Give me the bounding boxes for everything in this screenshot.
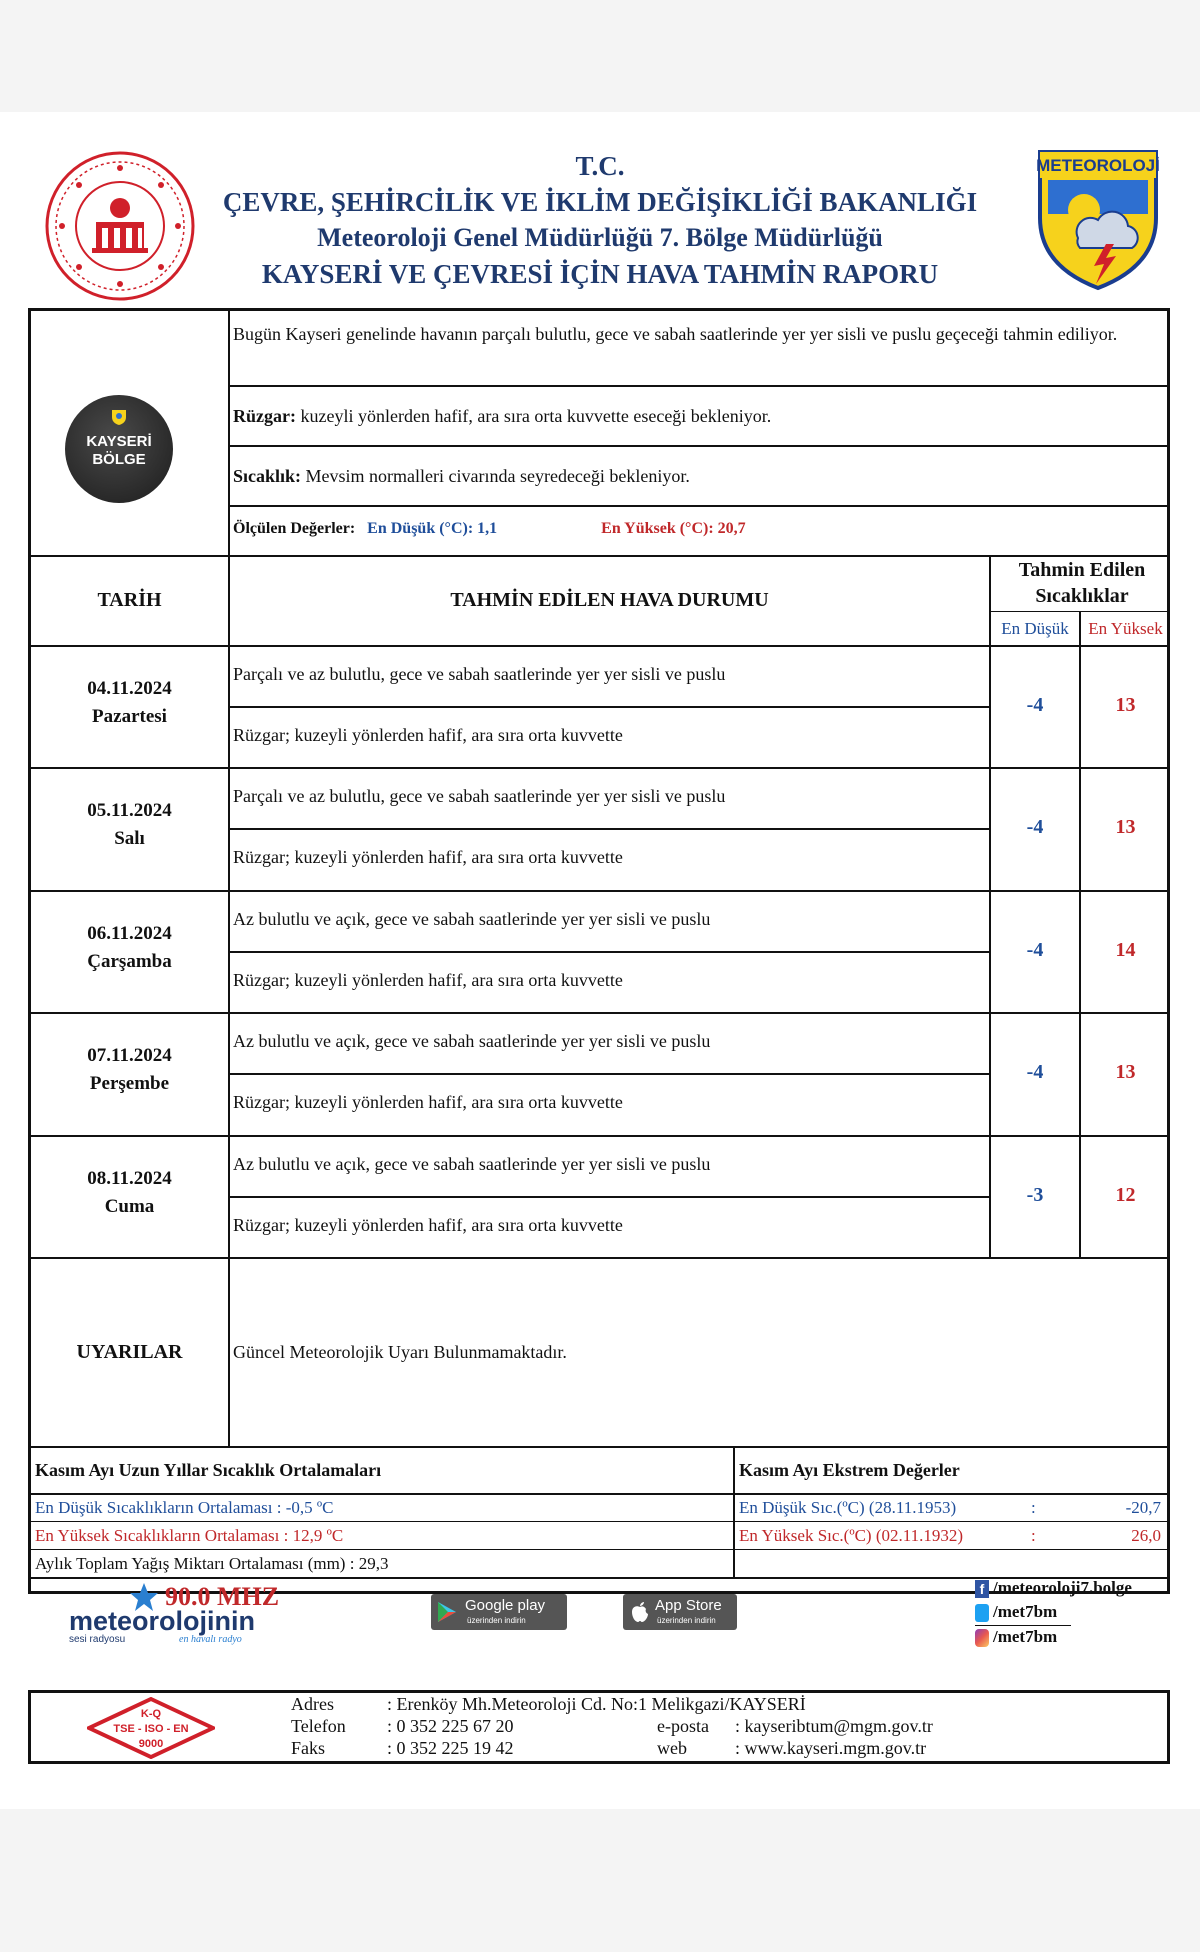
day-wind: Rüzgar; kuzeyli yönlerden hafif, ara sıra orta kuvvette	[233, 847, 623, 867]
web-value[interactable]: : www.kayseri.mgm.gov.tr	[735, 1738, 927, 1758]
day-min-temp: -4	[1026, 694, 1044, 716]
normals-rain: Aylık Toplam Yağış Miktarı Ortalaması (mm) : 29,3	[35, 1554, 389, 1573]
address-label: Adres	[291, 1694, 334, 1714]
row-mid-separator	[228, 951, 989, 953]
promo-strip	[31, 1576, 1167, 1649]
instagram-icon	[975, 1629, 989, 1647]
day-weather: Az bulutlu ve açık, gece ve sabah saatlerinde yer yer sisli ve puslu	[233, 1154, 711, 1174]
email-value[interactable]: : kayseribtum@mgm.gov.tr	[735, 1716, 933, 1736]
day-wind: Rüzgar; kuzeyli yönlerden hafif, ara sıra orta kuvvette	[233, 970, 623, 990]
day-name: Salı	[114, 828, 145, 849]
day-name: Perşembe	[89, 1073, 170, 1094]
day-weather: Az bulutlu ve açık, gece ve sabah saatlerinde yer yer sisli ve puslu	[233, 909, 711, 929]
instagram-handle: /met7bm	[993, 1627, 1058, 1646]
radio-frequency: 90.0 MHZ	[165, 1582, 280, 1611]
address-value: : Erenköy Mh.Meteoroloji Cd. No:1 Melikgazi/KAYSERİ	[387, 1694, 806, 1714]
row-mid-separator	[228, 1196, 989, 1198]
normals-title: Kasım Ayı Uzun Yıllar Sıcaklık Ortalamaları	[35, 1460, 382, 1480]
day-name: Çarşamba	[87, 951, 172, 972]
web-label: web	[657, 1738, 687, 1758]
tse-certificate-icon	[87, 1697, 215, 1759]
contact-footer	[28, 1690, 1170, 1764]
kayseri-logo-line2: BÖLGE	[92, 451, 146, 468]
facebook-handle: /meteoroloji7.bolge	[993, 1578, 1132, 1597]
day-weather: Parçalı ve az bulutlu, gece ve sabah saatlerinde yer yer sisli ve puslu	[233, 664, 726, 684]
kayseri-logo-line1: KAYSERİ	[86, 433, 152, 450]
col-header-date: TARİH	[97, 589, 162, 611]
day-date: 06.11.2024	[87, 923, 172, 944]
radio-name: meteorolojinin	[69, 1606, 256, 1636]
cert-line3: 9000	[138, 1738, 164, 1750]
radio-tag: en havalı radyo	[179, 1634, 242, 1645]
apple-icon	[631, 1601, 649, 1623]
col-header-min: En Düşük	[1001, 619, 1069, 638]
col-header-forecast: TAHMİN EDİLEN HAVA DURUMU	[450, 589, 769, 611]
day-date: 07.11.2024	[87, 1045, 172, 1066]
col-header-max: En Yüksek	[1088, 619, 1163, 638]
extremes-title: Kasım Ayı Ekstrem Değerler	[739, 1460, 960, 1480]
radio-logo[interactable]	[69, 1582, 319, 1646]
normals-min-text: En Düşük Sıcaklıkların Ortalaması : -0,5 ºC	[35, 1498, 334, 1517]
google-play-badge[interactable]	[431, 1594, 567, 1630]
summary-wind	[233, 403, 1163, 429]
warnings-label: UYARILAR	[76, 1341, 183, 1363]
summary-wind-text: kuzeyli yönlerden hafif, ara sıra orta kuvvette eseceği bekleniyor.	[295, 406, 772, 426]
summary-temp	[233, 463, 1163, 489]
row-separator	[31, 890, 1170, 892]
google-play-label: Google play	[465, 1597, 546, 1614]
report-header	[0, 112, 1200, 292]
measured-max: En Yüksek (°C): 20,7	[601, 520, 746, 537]
forecast-table	[28, 308, 1170, 1594]
extreme-max-value: 26,0	[1131, 1526, 1161, 1545]
day-name: Pazartesi	[92, 706, 167, 727]
day-min-temp: -4	[1026, 939, 1044, 961]
twitter-icon	[975, 1604, 989, 1622]
extreme-min-sep: :	[1031, 1498, 1036, 1517]
google-play-sublabel: üzerinden indirin	[467, 1616, 526, 1625]
day-name: Cuma	[104, 1196, 155, 1217]
fax-value: : 0 352 225 19 42	[387, 1738, 514, 1758]
row-mid-separator	[228, 828, 989, 830]
normals-max-text: En Yüksek Sıcaklıkların Ortalaması : 12,9 ºC	[35, 1526, 344, 1545]
app-store-badge[interactable]	[623, 1594, 737, 1630]
normals-max	[35, 1523, 725, 1549]
fax-label: Faks	[291, 1738, 326, 1758]
day-min-temp: -4	[1026, 1061, 1044, 1083]
email-label: e-posta	[657, 1716, 709, 1736]
measured-label: Ölçülen Değerler:	[233, 520, 356, 537]
row-separator	[31, 767, 1170, 769]
phone-value: : 0 352 225 67 20	[387, 1716, 514, 1736]
row-mid-separator	[228, 1073, 989, 1075]
day-max-temp: 13	[1115, 816, 1136, 838]
normals-min	[35, 1495, 725, 1521]
warnings-text: Güncel Meteorolojik Uyarı Bulunmamaktadır.	[233, 1342, 567, 1362]
row-separator	[31, 1012, 1170, 1014]
day-max-temp: 14	[1115, 939, 1136, 961]
day-weather: Parçalı ve az bulutlu, gece ve sabah saatlerinde yer yer sisli ve puslu	[233, 786, 726, 806]
app-store-sublabel: üzerinden indirin	[657, 1616, 716, 1625]
day-wind: Rüzgar; kuzeyli yönlerden hafif, ara sıra orta kuvvette	[233, 1092, 623, 1112]
cert-line2: TSE - ISO - EN	[113, 1723, 189, 1735]
social-links	[975, 1576, 1165, 1648]
facebook-icon: f	[975, 1580, 989, 1598]
day-max-temp: 13	[1115, 1061, 1136, 1083]
header-directorate: Meteoroloji Genel Müdürlüğü 7. Bölge Müdürlüğü	[317, 223, 883, 252]
extreme-max-sep: :	[1031, 1526, 1036, 1545]
row-separator	[31, 1135, 1170, 1137]
measured-min: En Düşük (°C): 1,1	[367, 520, 498, 537]
day-wind: Rüzgar; kuzeyli yönlerden hafif, ara sıra orta kuvvette	[233, 1215, 623, 1235]
col-header-temps: Tahmin Edilen Sıcaklıklar	[1018, 559, 1146, 607]
summary-wind-label: Rüzgar:	[233, 406, 296, 426]
google-play-icon	[437, 1601, 457, 1623]
day-date: 04.11.2024	[87, 678, 172, 699]
day-weather: Az bulutlu ve açık, gece ve sabah saatlerinde yer yer sisli ve puslu	[233, 1031, 711, 1051]
cert-line1: K-Q	[140, 1708, 162, 1720]
day-max-temp: 12	[1115, 1184, 1136, 1206]
day-wind: Rüzgar; kuzeyli yönlerden hafif, ara sıra orta kuvvette	[233, 725, 623, 745]
kayseri-bolge-logo	[65, 395, 173, 503]
summary-general: Bugün Kayseri genelinde havanın parçalı bulutlu, gece ve sabah saatlerinde yer yer sisli ve puslu geçeceği tahmin ediliyor.	[233, 324, 1118, 344]
twitter-handle: /met7bm	[993, 1602, 1058, 1621]
extreme-min-value: -20,7	[1125, 1498, 1161, 1517]
meteoroloji-logo-text: METEOROLOJİ	[1036, 156, 1160, 175]
summary-temp-text: Mevsim normalleri civarında seyredeceği bekleniyor.	[301, 466, 690, 486]
ministry-seal-icon	[44, 150, 196, 302]
extreme-max-label: En Yüksek Sıc.(ºC) (02.11.1932)	[739, 1526, 964, 1545]
day-max-temp: 13	[1115, 694, 1136, 716]
summary-measured	[233, 516, 1163, 542]
kayseri-emblem-icon	[110, 408, 128, 426]
day-date: 05.11.2024	[87, 800, 172, 821]
day-date: 08.11.2024	[87, 1168, 172, 1189]
meteoroloji-logo-icon	[1036, 148, 1160, 292]
extreme-min-label: En Düşük Sıc.(ºC) (28.11.1953)	[739, 1498, 957, 1517]
report-page	[0, 112, 1200, 1809]
radio-sub: sesi radyosu	[69, 1634, 126, 1645]
app-store-label: App Store	[655, 1597, 722, 1614]
header-titles	[180, 148, 1020, 292]
day-min-temp: -3	[1026, 1184, 1044, 1206]
phone-label: Telefon	[291, 1716, 346, 1736]
day-min-temp: -4	[1026, 816, 1044, 838]
row-mid-separator	[228, 706, 989, 708]
header-report-title: KAYSERİ VE ÇEVRESİ İÇİN HAVA TAHMİN RAPORU	[261, 259, 939, 289]
summary-temp-label: Sıcaklık:	[233, 466, 302, 486]
header-tc: T.C.	[575, 151, 625, 181]
header-ministry: ÇEVRE, ŞEHİRCİLİK VE İKLİM DEĞİŞİKLİĞİ BAKANLIĞI	[222, 187, 978, 217]
